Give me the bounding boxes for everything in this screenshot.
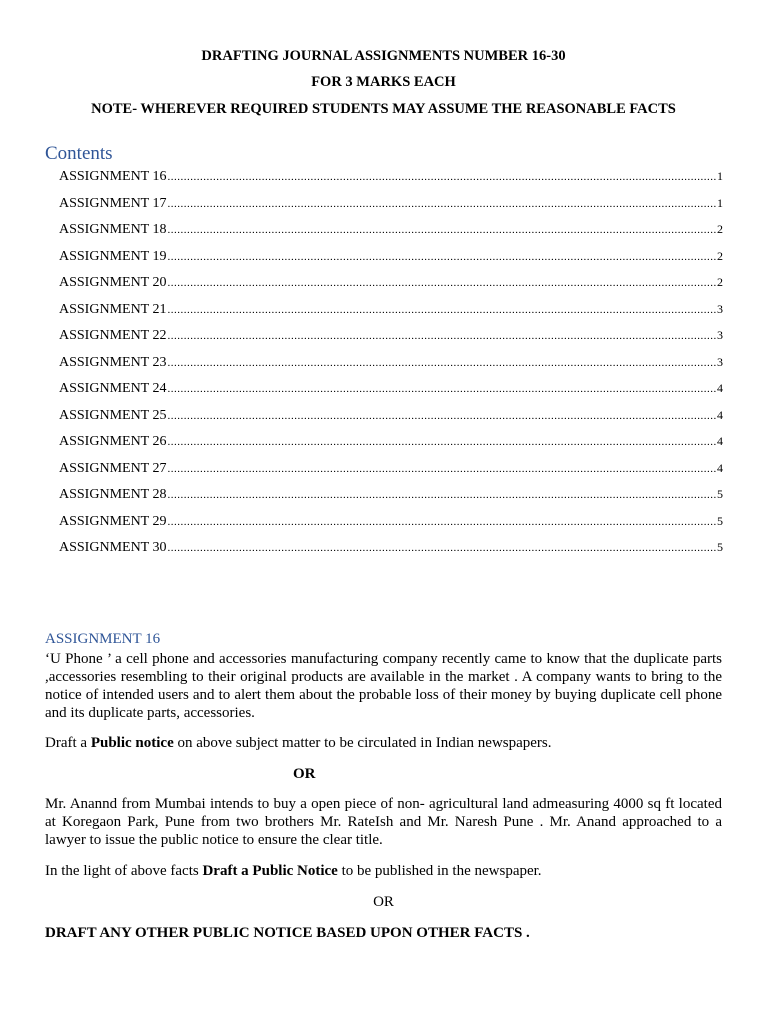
toc-item[interactable] [59,301,723,328]
toc-leader-dots [167,381,716,398]
toc-item-label: ASSIGNMENT 22 [59,328,167,343]
header-subtitle: FOR 3 MARKS EACH [311,74,456,90]
header-title: DRAFTING JOURNAL ASSIGNMENTS NUMBER 16-30 [201,48,566,64]
light-prefix: In the light of above facts [45,863,203,879]
draft-instruction-2 [45,862,722,880]
toc-leader-dots [167,487,716,504]
toc-item-page: 4 [717,460,723,475]
toc-leader-dots [167,514,716,531]
toc-item-page: 4 [717,434,723,448]
toc-leader-dots [167,434,716,451]
toc-item-page: 2 [717,222,723,236]
toc-leader-dots [167,408,716,425]
toc-item[interactable] [59,539,723,566]
or-text-1: OR [293,766,316,782]
toc-item-label: ASSIGNMENT 19 [59,248,167,264]
toc-item[interactable] [59,195,723,222]
toc-item[interactable] [59,433,723,460]
assignment-16-paragraph-1: ‘U Phone ’ a cell phone and accessories manufacturing company recently came to know that the duplicate parts ,accessories resembling to their original products are available in the market . A company wants to bring to the notice of intended users and to alert them about the probable loss of their money by buying duplicate cell phone and its duplicate parts, accessories. [45,651,722,721]
toc-item[interactable] [59,380,723,407]
toc-item[interactable] [59,486,723,513]
toc-item[interactable] [59,221,723,248]
light-suffix: to be published in the newspaper. [337,863,542,879]
toc-item-page: 1 [717,169,723,183]
toc-item-page: 2 [717,275,723,289]
toc-item-page: 3 [717,301,723,316]
toc-item-page: 1 [717,195,723,210]
toc-item-label: ASSIGNMENT 17 [59,195,167,211]
toc-item-label: ASSIGNMENT 26 [59,434,167,449]
toc-leader-dots [167,355,716,372]
toc-item[interactable] [59,354,723,381]
toc-item-page: 2 [717,248,723,263]
or-separator-2: OR [373,894,394,910]
toc-item-label: ASSIGNMENT 16 [59,169,167,184]
toc-leader-dots [167,302,716,319]
toc-item-label: ASSIGNMENT 18 [59,222,167,237]
header-note: NOTE- WHEREVER REQUIRED STUDENTS MAY ASSUME THE REASONABLE FACTS [91,101,676,117]
toc-item-label: ASSIGNMENT 25 [59,407,167,423]
toc-heading: Contents [45,143,113,164]
toc-leader-dots [167,222,716,239]
toc-leader-dots [167,461,716,478]
toc-leader-dots [167,328,716,345]
table-of-contents [59,168,723,566]
toc-item[interactable] [59,168,723,195]
draft-instruction-1 [45,734,722,752]
toc-leader-dots [167,540,716,557]
toc-item-page: 3 [717,328,723,342]
or-separator-1 [293,765,316,783]
toc-item[interactable] [59,407,723,434]
toc-item[interactable] [59,327,723,354]
toc-leader-dots [167,196,716,213]
assignment-16-paragraph-2: Mr. Anannd from Mumbai intends to buy a open piece of non- agricultural land admeasuring 4000 sq ft located at Koregaon Park, Pune from two brothers Mr. RateIsh and Mr. Naresh Pune . Mr. Anand approached to a lawyer to issue the public notice to ensure the clear title. [45,796,722,848]
toc-item-page: 5 [717,513,723,528]
toc-item-page: 5 [717,540,723,554]
toc-item-label: ASSIGNMENT 23 [59,354,167,370]
toc-leader-dots [167,249,716,266]
toc-item-page: 3 [717,354,723,369]
toc-item-page: 4 [717,407,723,422]
toc-item[interactable] [59,460,723,487]
toc-item-label: ASSIGNMENT 21 [59,301,167,317]
assignment-16-heading: ASSIGNMENT 16 [45,631,161,647]
toc-item-label: ASSIGNMENT 28 [59,487,167,502]
toc-item-label: ASSIGNMENT 29 [59,513,167,529]
draft-bold: Public notice [90,735,174,751]
toc-item-label: ASSIGNMENT 20 [59,275,167,290]
toc-leader-dots [167,275,716,292]
toc-item[interactable] [59,248,723,275]
toc-item-page: 5 [717,487,723,501]
light-bold: Draft a Public Notice [202,863,338,879]
draft-suffix: on above subject matter to be circulated in Indian newspapers. [173,735,552,751]
toc-item-label: ASSIGNMENT 24 [59,381,167,396]
toc-item-label: ASSIGNMENT 30 [59,540,167,555]
toc-leader-dots [167,169,716,186]
final-instruction [45,924,722,942]
draft-prefix: Draft a [45,735,91,751]
toc-item-label: ASSIGNMENT 27 [59,460,167,476]
toc-item[interactable] [59,274,723,301]
toc-item-page: 4 [717,381,723,395]
final-bold: DRAFT ANY OTHER PUBLIC NOTICE BASED UPON OTHER FACTS . [45,925,530,941]
toc-item[interactable] [59,513,723,540]
